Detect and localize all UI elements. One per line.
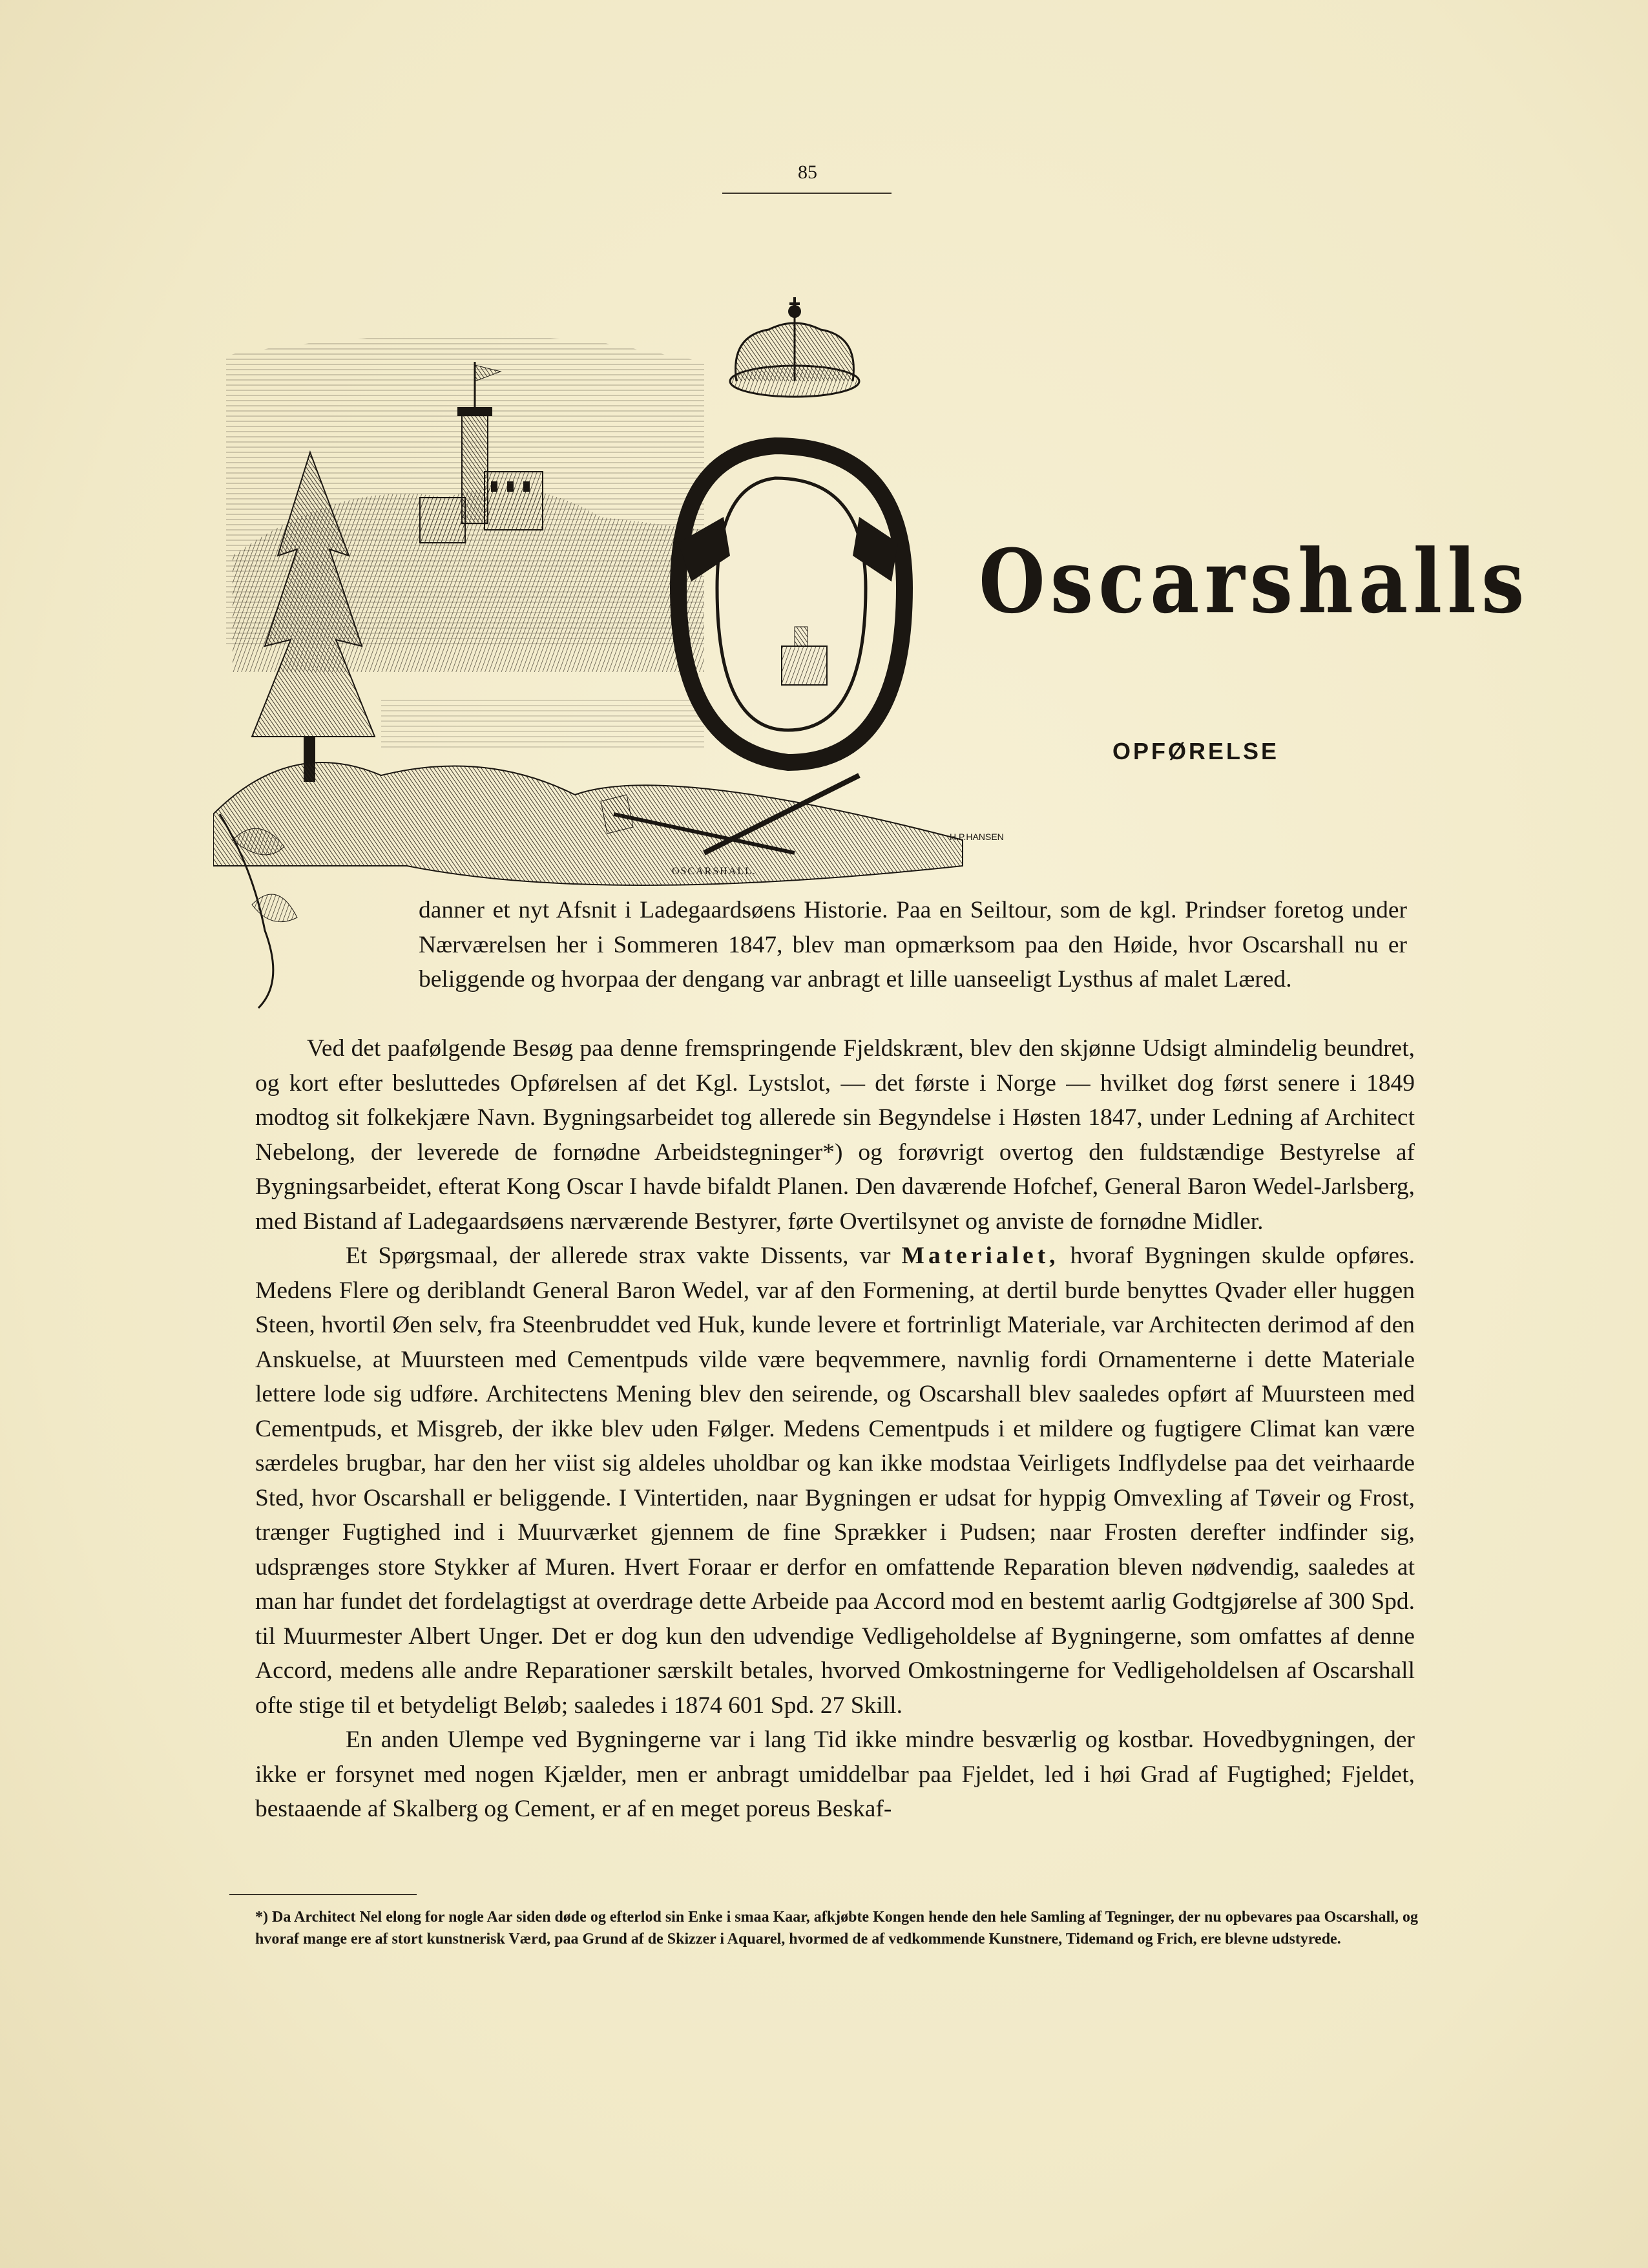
paragraph-3-start: Et Spørgsmaal, der allerede strax vakte Dissents, var xyxy=(346,1243,891,1269)
paragraph-2: Ved det paafølgende Besøg paa denne fremspringende Fjeldskrænt, blev den skjønne Udsigt almindelig beundret, og kort efter besluttedes Opførelsen af det Kgl. Lystslot, — det første i Norge — hvilket dog først senere i 1849 modtog sit folkekjære Navn. Bygningsarbeidet tog allerede sin Begyndelse i Høsten 1847, under Ledning af Architect Nebelong, der leverede de fornødne Arbeidstegninger*) og forøvrigt overtog den fuldstændige Bestyrelse af Bygningsarbeidet, efterat Kong Oscar I havde bifaldt Planen. Den daværende Hofchef, General Baron Wedel-Jarlsberg, med Bistand af Ladegaardsøens nærværende Bestyrer, førte Overtilsynet og anviste de fornødne Midler. xyxy=(255,1035,1415,1235)
page-subtitle: OPFØRELSE xyxy=(1112,738,1280,764)
footnote: *) Da Architect Nel elong for nogle Aar siden døde og efterlod sin Enke i smaa Kaar, afkjøbte Kongen hende den hele Samling af Tegninger, der nu opbevares paa Oscarshall, og hvoraf mange ere af stort kunstnerisk Værd, paa Grund af de Skizzer i Aquarel, hvormed de af vedkommende Kunstnere, Tidemand og Frich, ere blevne udstyrede. xyxy=(255,1909,1418,1948)
materialet-emphasis: Materialet, xyxy=(901,1243,1059,1269)
header-rule xyxy=(722,193,892,194)
footnote-rule xyxy=(229,1894,417,1895)
initial-letter-o xyxy=(678,446,904,762)
crown-icon xyxy=(730,297,859,397)
water xyxy=(381,698,704,750)
paragraph-3-rest: hvoraf Bygningen skulde opføres. Medens Flere og deriblandt General Baron Wedel, var af den Formening, at dertil burde benyttes Qvader eller huggen Steen, hvortil Øen selv, fra Steenbruddet ved Huk, kunde levere et fortrinligt Materiale, var Architecten derimod af den Anskuelse, at Muursteen med Cementpuds vilde være beqvemmere, navnlig fordi Ornamenterne i dette Materiale lettere lode sig udføre. Architectens Mening blev den seirende, og Oscarshall blev saaledes opført af Muursteen med Cementpuds, et Misgreb, der ikke blev uden Følger. Medens Cementpuds i et mildere og fugtigere Climat kan være særdeles brugbar, har den her viist sig aldeles uholdbar og kan ikke modstaa Veirligets Indflydelse paa det veirhaarde Sted, hvor Oscarshall er beliggende. I Vintertiden, naar Bygningen er udsat for hyppig Omvexling af Tøveir og Frost, trænger Fugtighed ind i Muurværket gjennem de fine Sprækker i Pudsen; naar Frosten derefter indfinder sig, udsprænges store Stykker af Muren. Hvert Foraar er derfor en omfattende Reparation bleven nødvendig, saaledes at man har fundet det fordelagtigst at overdrage dette Arbeide paa Accord mod en bestemt aarlig Godtgjørelse af 300 Spd. til Muurmester Albert Unger. Det er dog kun den udvendige Vedligeholdelse af Bygningerne, som omfattes af denne Accord, medens alle andre Reparationer særskilt betales, hvorved Omkostningerne for Vedligeholdelsen af Oscarshall ofte stige til et betydeligt Beløb; saaledes i 1874 601 Spd. 27 Skill. xyxy=(255,1243,1415,1719)
paragraph-4: En anden Ulempe ved Bygningerne var i lang Tid ikke mindre besværlig og kostbar. Hovedbygningen, der ikke er forsynet med nogen Kjælder, men er anbragt umiddelbar paa Fjeldet, led i høi Grad af Fugtighed; Fjeldet, bestaaende af Skalberg og Cement, er af en meget poreus Beskaf- xyxy=(255,1727,1415,1822)
body-text xyxy=(255,1031,1415,1827)
illustration-caption: OSCARSHALL. xyxy=(672,866,756,877)
engraver-signature: H.P.HANSEN xyxy=(950,832,1004,842)
first-paragraph: danner et nyt Afsnit i Ladegaardsøens Historie. Paa en Seiltour, som de kgl. Prindser foretog under Nærværelsen her i Sommeren 1847, blev man opmærksom paa den Høide, hvor Oscarshall nu er beliggende og hvorpaa der dengang var anbragt et lille uanseeligt Lysthus af malet Læred. xyxy=(419,897,1407,992)
page-title: Oscarshalls xyxy=(979,529,1530,633)
paragraph-3 xyxy=(255,1239,1415,1723)
page-number: 85 xyxy=(798,162,817,183)
